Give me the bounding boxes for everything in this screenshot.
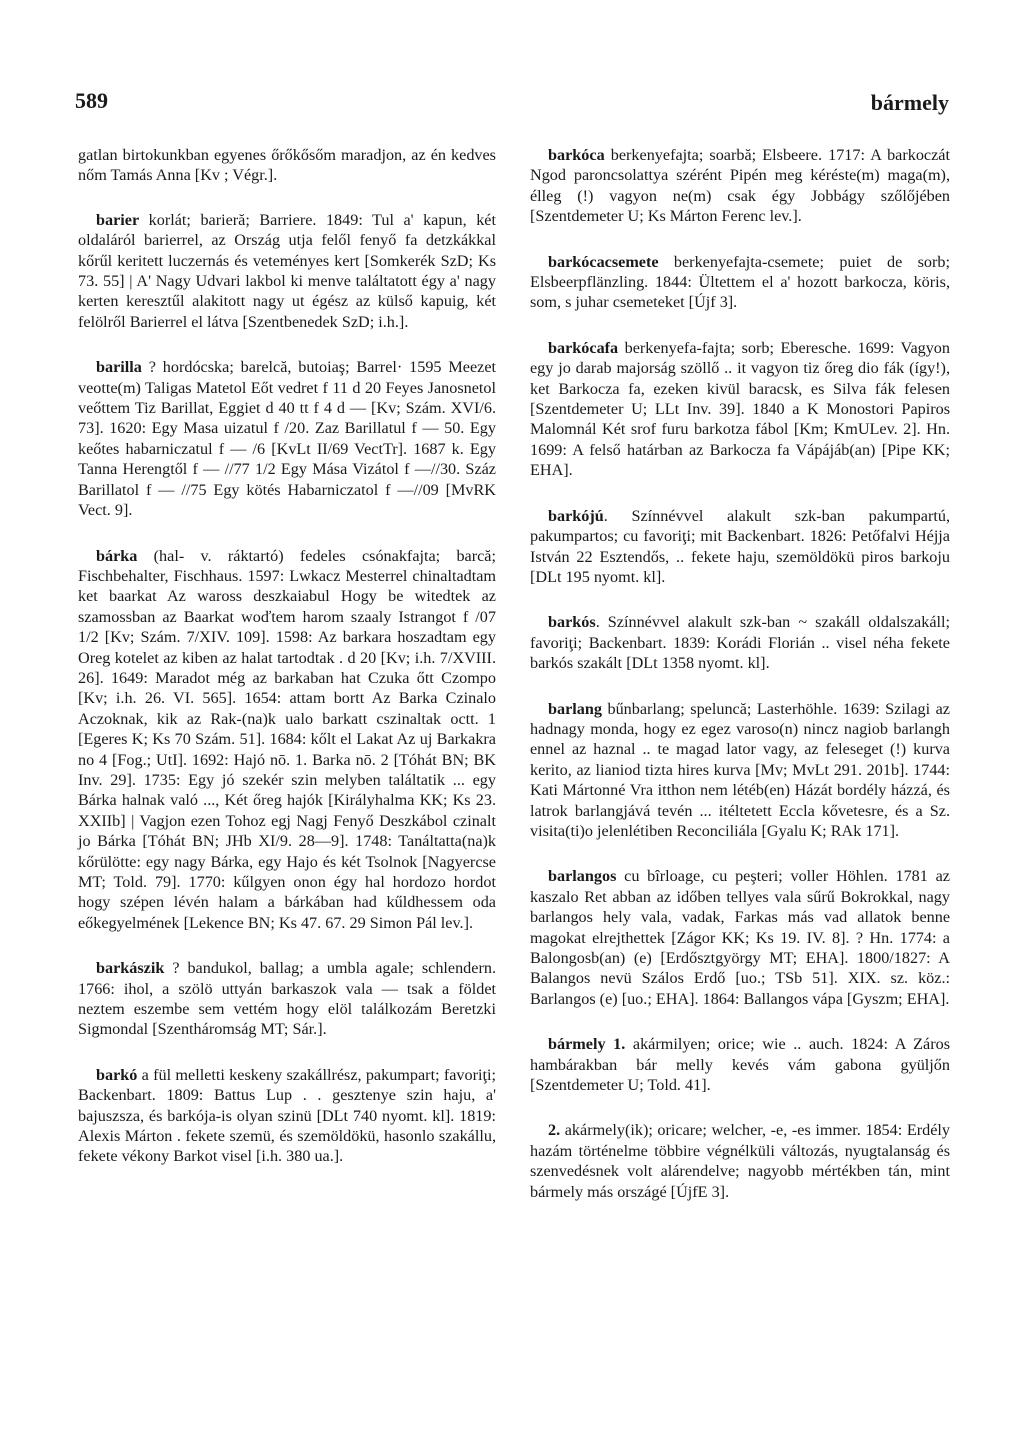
dictionary-entry: [530, 699, 950, 842]
right-column: [530, 145, 950, 1227]
entry-headword: bárka: [96, 546, 138, 565]
dictionary-entry: [530, 1034, 950, 1095]
dictionary-entry: [78, 958, 496, 1040]
entry-text: ? hordócska; barelcă, butoiaş; Barrel· 1595 Meezet veotte(m) Taligas Matetol Eőt vedret f 11 d 20 Feyes Janosnetol veőttem Tiz Barillat, Eggiet d 40 tt f 4 d — [Kv; Szám. XVI/6. 73]. 1620: Egy Masa uizatul f /20. Zaz Barillatul f — 50. Egy keőtes habarniczatul f — /6 [KvLt II/69 VectTr]. 1687 k. Egy Tanna Herengtől f — //77 1/2 Egy Mása Vizátol f —//30. Száz Barillatol f — //75 Egy kötés Habarniczatol f —//09 [MvRK Vect. 9].: [78, 358, 496, 520]
entry-text: ? bandukol, ballag; a umbla agale; schlendern. 1766: ihol, a szölö uttyán barkaszok vala — tsak a földet neztem eszembe sem vettém hogy elöl találkozám Beretzki Sigmondal [Szentháromság MT; Sár.].: [78, 959, 496, 1039]
entry-text: (hal- v. ráktartó) fedeles csónakfajta; barcă; Fischbehalter, Fischhaus. 1597: Lwkacz Mesterrel chinaltadtam ket baarkat Az waross deszkaiabul Hogy be witedtek az szamossban az Baarkat woďtem harom szaaly Istrangot f /07 1/2 [Kv; Szám. 7/XIV. 109]. 1598: Az barkara hoszadtam egy Oreg kotelet az kiben az halat tartodtak . d 20 [Kv; i.h. 7/XVIII. 26]. 1649: Maradot még az barkaban hat Czuka őtt Czompo [Kv; i.h. 26. VI. 565]. 1654: attam bortt Az Barka Czinalo Aczoknak, kik az Rak-(na)k ualo barkatt cszinaltak octt. 1 [Egeres K; Ks 70 Szám. 51]. 1684: kőlt el Lakat Az uj Barkakra no 4 [Fog.; UtI]. 1692: Hajó nō. 1. Barka nō. 2 [Tóhát BN; BK Inv. 29]. 1735: Egy jó szekér szin melyben találtatik ... egy Bárka halnak való ..., Két őreg hajók [Királyhalma KK; Ks 23. XXIIb] | Vagjon ezen Tohoz egj Nagj Fenyő Deszkábol czinalt jo Bárka [Tóhát BN; JHb XI/9. 28—9]. 1748: Tanáltatta(na)k kőrülötte: egy nagy Bárka, egy Hajo és két Tsolnok [Nagyercse MT; Told. 79]. 1770: kűlgyen onon égy hal hordozo hordot hogy szépen lévén halam a bárkában had kűldhessem oda eőkegyelmének [Lekence BN; Ks 47. 67. 29 Simon Pál lev.].: [78, 546, 496, 932]
dictionary-entry: [530, 1120, 950, 1202]
entry-text: . Színnévvel alakult szk-ban ~ szakáll oldalszakáll; favoriţi; Backenbart. 1839: Korádi Florián .. visel néha fekete barkós szakált [DLt 1358 nyomt. kl].: [530, 613, 950, 673]
entry-headword: barier: [96, 210, 140, 229]
dictionary-entry: [78, 210, 496, 332]
dictionary-entry: [78, 145, 496, 186]
page-number: 589: [75, 88, 108, 113]
entry-headword: bármely 1.: [548, 1035, 626, 1054]
entry-headword: barkócacsemete: [548, 252, 659, 271]
entry-headword: 2.: [548, 1121, 561, 1140]
entry-text: gatlan birtokunkban egyenes őrőkősőm maradjon, az én kedves nőm Tamás Anna [Kv ; Végr.].: [78, 146, 496, 185]
entry-headword: barkóca: [548, 146, 605, 164]
entry-text: korlát; barieră; Barriere. 1849: Tul a' kapun, két oldaláról barierrel, az Ország utja felől fenyő fa detzkákkal kőrűl keritett luczernás és veteményes kert [Somkerék SzD; Ks 73. 55] | A' Nagy Udvari lakbol ki menve találtatott égy a' nagy kerten keresztűl alakitott nagy ut égész az külső kapuig, két felölről Barierrel el látva [Szentbenedek SzD; i.h.].: [78, 210, 496, 331]
dictionary-entry: [78, 357, 496, 520]
entry-text: . Színnévvel alakult szk-ban pakumpartú, pakumpartos; cu favoriţi; mit Backenbart. 1826: Petőfalvi Héjja István 22 Esztendős, .. fekete haju, szemöldökü piros barkoju [DLt 195 nyomt. kl].: [530, 506, 950, 586]
dictionary-entry: [530, 145, 950, 227]
entry-headword: barkócafa: [548, 338, 619, 357]
dictionary-entry: [530, 338, 950, 481]
entry-text: a fül melletti keskeny szakállrész, pakumpart; favoriţi; Backenbart. 1809: Battus Lup . . gesztenye szin haju, a' bajuszsza, és barkója-is olyan szinü [DLt 740 nyomt. kl]. 1819: Alexis Márton . fekete szemü, és szemöldökü, hasonlo szakállu, fekete vékony Barkot visel [i.h. 380 ua.].: [78, 1065, 496, 1166]
running-head: bármely: [870, 90, 949, 115]
entry-text: bűnbarlang; speluncă; Lasterhöhle. 1639: Szilagi az hadnagy monda, hogy ez egez varoso(n) nincz nagiob barlangh ennel az haznal .. te magad lator vagy, az feleseget (!) kurva kerito, az lianiod tizta hires kurva [Mv; MvLt 291. 201b]. 1744: Kati Mártonné Vra itthon nem létéb(en) Házát bordély házzá, és latrok barlangjává tevén ... itéltetett Eccla kővetesre, és a Sz. visita(ti)o jelenlétiben Reconciliála [Gyalu K; RAk 171].: [530, 699, 950, 840]
dictionary-entry: [530, 612, 950, 673]
dictionary-entry: [78, 1065, 496, 1167]
dictionary-entry: [530, 252, 950, 313]
entry-headword: barlang: [548, 699, 602, 718]
entry-headword: barlangos: [548, 867, 617, 886]
dictionary-entry: [530, 866, 950, 1009]
entry-headword: barkászik: [96, 959, 165, 978]
entry-text: akármely(ik); oricare; welcher, -e, -es immer. 1854: Erdély hazám történelme többire végnélküli változás, nyugtalanság és szenvedésnek volt alárendelve; nagyobb mértékben tán, mint bármely más országé [ÚjfE 3].: [530, 1121, 950, 1201]
entry-text: cu bîrloage, cu peşteri; voller Höhlen. 1781 az kaszalo Ret abban az időben tellyes vala sűrű Bokrokkal, nagy barlangos hely vala, vadak, Farkas más vad allatok benne magokat elrejthettek [Zágor KK; Ks 19. IV. 8]. ? Hn. 1774: a Balongosb(an) (e) [Erdősztgyörgy MT; EHA]. 1800/1827: A Balangos nevü Szálos Erdő [uo.; TSb 51]. XIX. sz. köz.: Barlangos (e) [uo.; EHA]. 1864: Ballangos vápa [Gyszm; EHA].: [530, 867, 950, 1008]
entry-headword: barkó: [96, 1065, 138, 1084]
left-column: [78, 145, 496, 1192]
entry-headword: barkójú: [548, 506, 604, 525]
dictionary-entry: [530, 506, 950, 588]
entry-text: berkenyefajta; soarbă; Elsbeere. 1717: A barkoczát Ngod paroncsolattya szérént Pipén meg kéréste(m) maga(m), élleg (!) vagyon ne(m) csak égy Jobbágy szőlőjében [Szentdemeter U; Ks Márton Ferenc lev.].: [530, 146, 950, 226]
entry-text: berkenyefa-fajta; sorb; Eberesche. 1699: Vagyon egy jo darab majorság szöllő .. it vagyon tiz őreg dio fák (így!), ket Barkocza fa, ezeken kivül baracsk, es Silva fák felesen [Szentdemeter U; LLt Inv. 39]. 1840 a K Monostori Papiros Malomnál Két srof furu barkotza fábol [Km; KmULev. 2]. Hn. 1699: A felső határban az Barkocza fa Vápájáb(an) [Pipe KK; EHA].: [530, 338, 950, 480]
entry-headword: barilla: [96, 358, 142, 377]
entry-text: berkenyefajta-csemete; puiet de sorb; Elsbeerpflänzling. 1844: Ültettem el a' hozott barkocza, köris, som, s juhar csemeteket [Újf 3].: [530, 252, 950, 312]
dictionary-entry: [78, 546, 496, 934]
entry-headword: barkós: [548, 613, 596, 632]
entry-text: akármilyen; orice; wie .. auch. 1824: A Záros hambárakban bár melly kevés vám gabona gyüljőn [Szentdemeter U; Told. 41].: [530, 1035, 950, 1095]
